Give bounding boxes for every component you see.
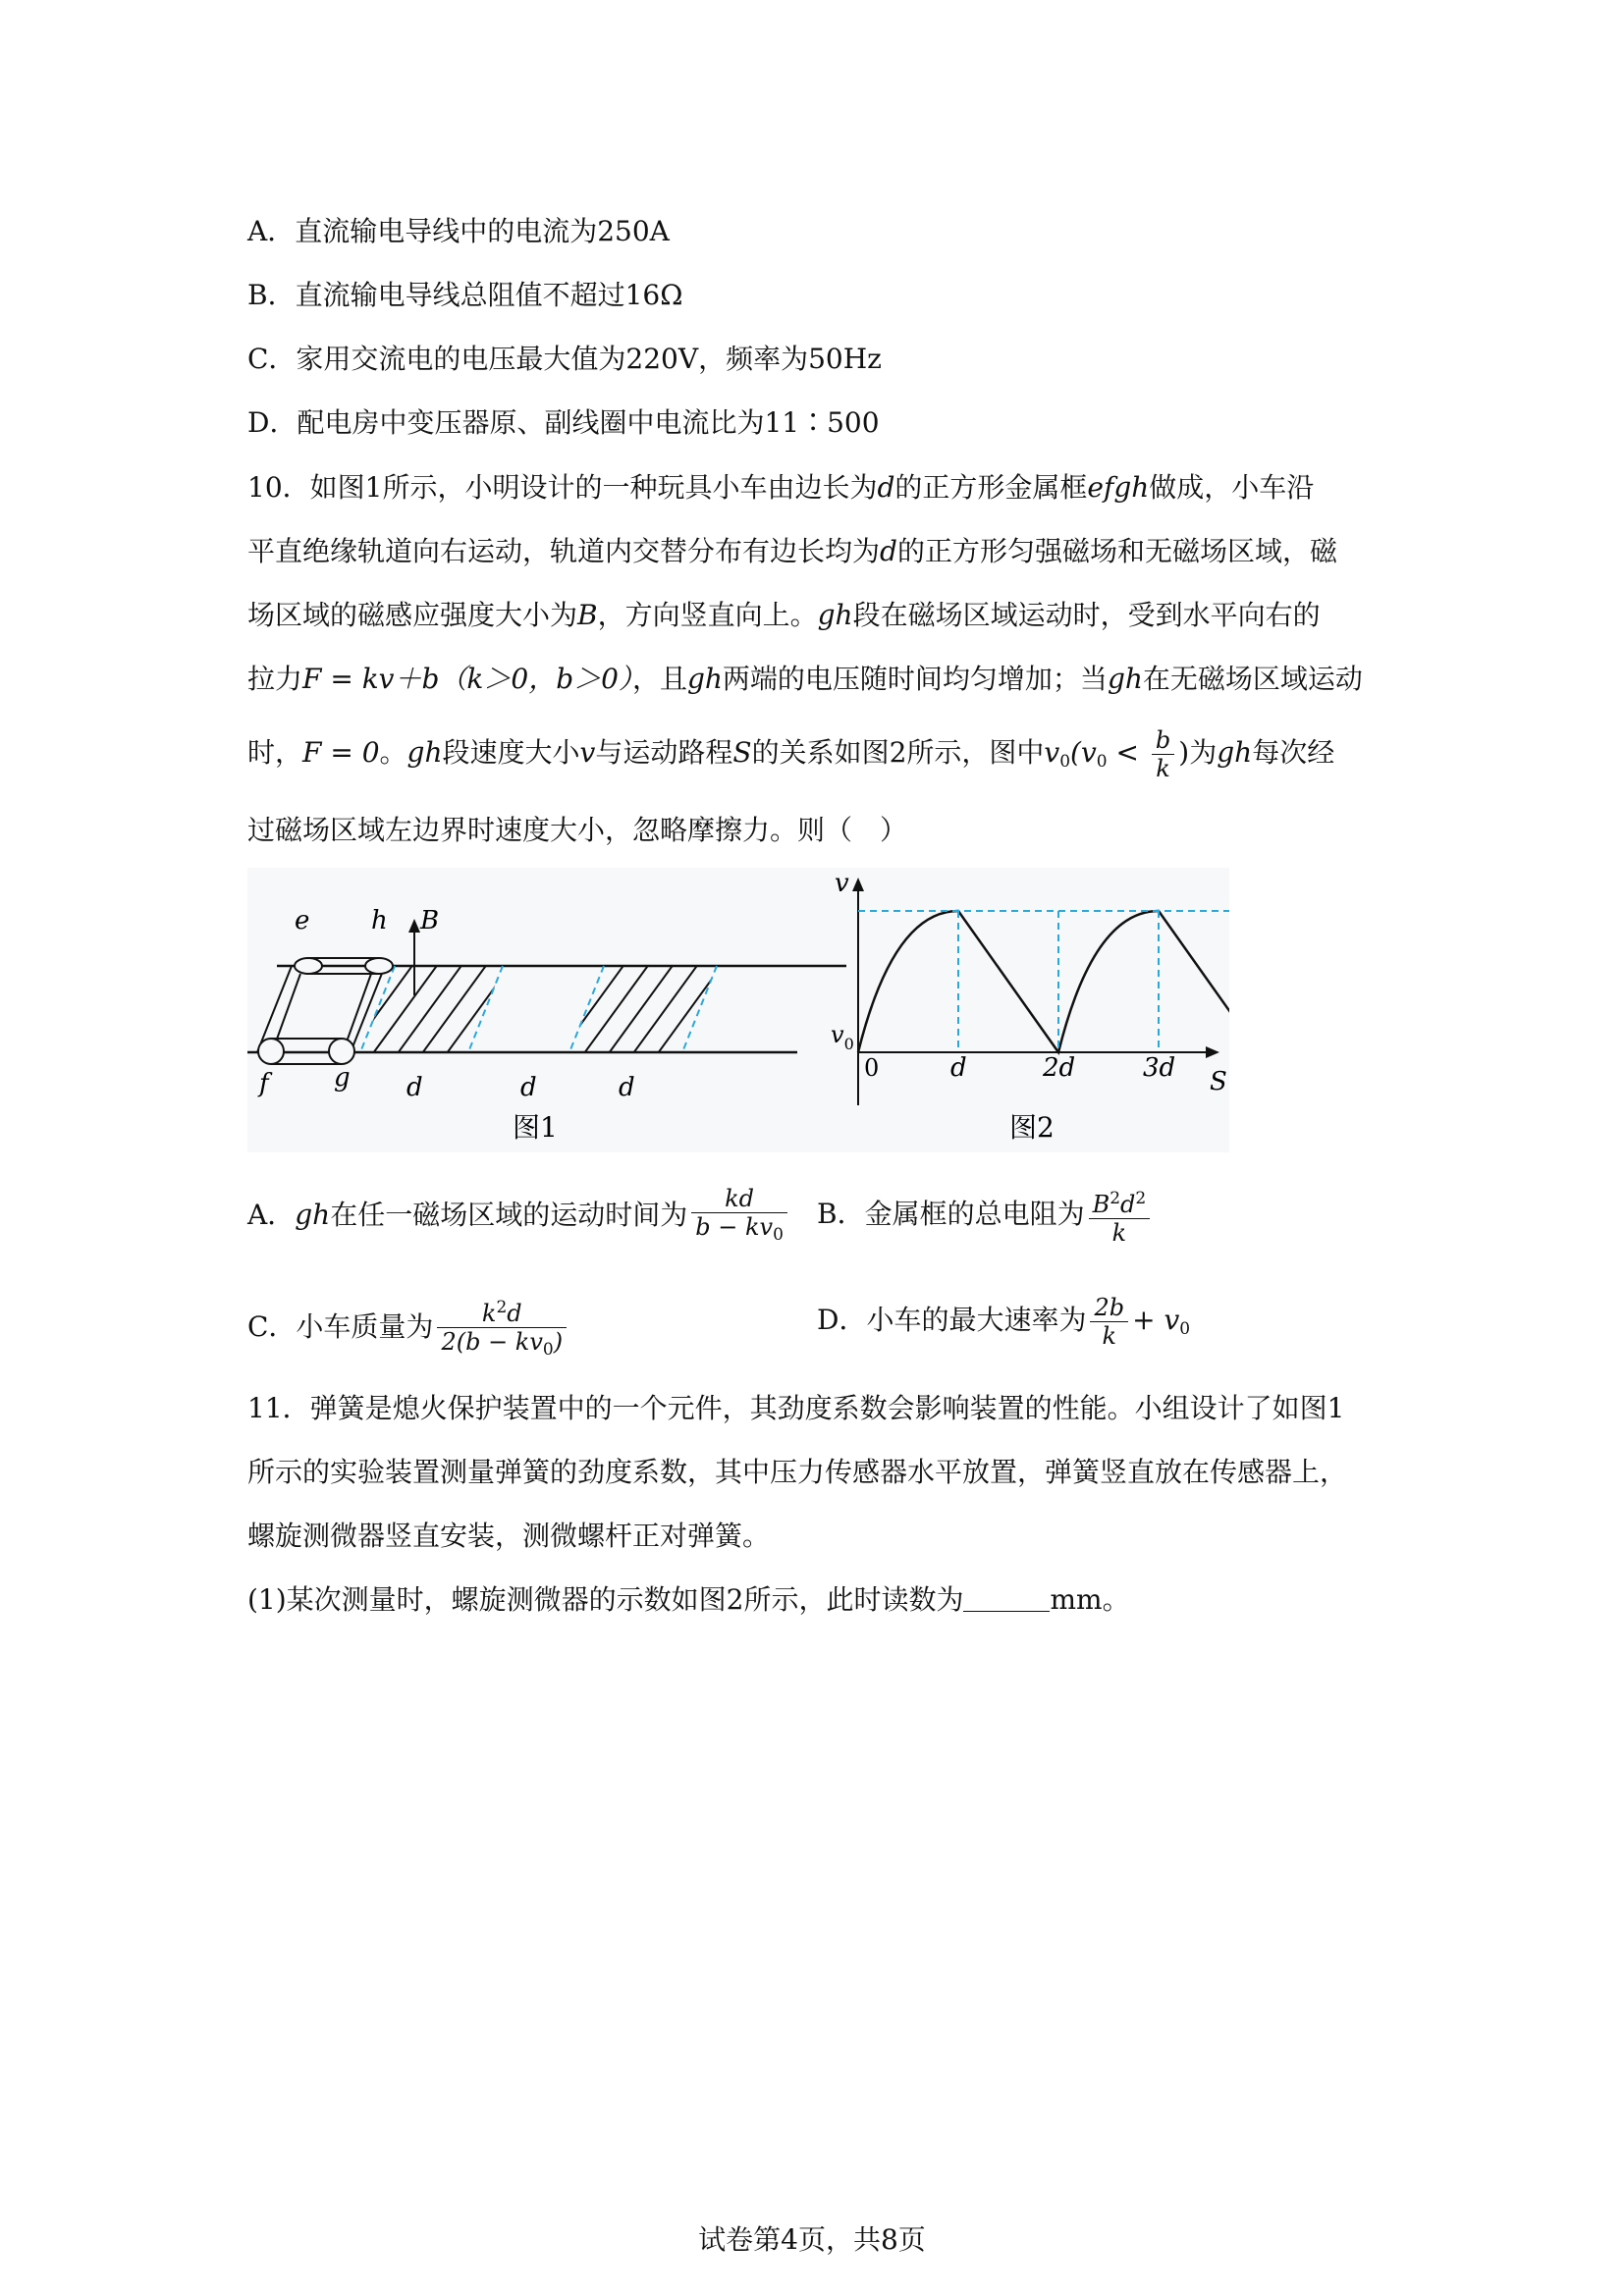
- v-s-chart: [858, 911, 1229, 1083]
- q10-option-c: C．小车质量为 $\frac{k^2d}{2(b - kv_0)}$: [247, 1294, 570, 1363]
- q10-line-6: 过磁场区域左边界时速度大小，忽略摩擦力。则（ ）: [247, 814, 908, 846]
- x-tick-label: 2d: [1043, 1053, 1076, 1083]
- label-f: f: [259, 1069, 269, 1098]
- caption-figure-2: 图2: [1009, 1111, 1055, 1144]
- origin-label: 0: [864, 1054, 880, 1082]
- page-footer: 试卷第4页，共8页: [698, 2223, 926, 2256]
- q10-option-d: D．小车的最大速率为 $\frac{2b}{k}$ + $v_0$: [817, 1294, 1191, 1350]
- label-d-1: d: [406, 1073, 423, 1102]
- caption-figure-1: 图1: [513, 1111, 558, 1144]
- q10-option-a: A．gh在任一磁场区域的运动时间为 $\frac{kd}{b - kv_0}$: [247, 1185, 791, 1249]
- field-arrowhead: [408, 919, 420, 933]
- q10-line-4: 拉力F = kv＋b（k＞0，b＞0），且gh两端的电压随时间均匀增加；当gh在无磁场区域运动: [247, 663, 1363, 695]
- label-d-2: d: [520, 1073, 537, 1102]
- label-e: e: [295, 906, 310, 935]
- v-s-curve: [858, 911, 1229, 1052]
- q11-line-2: 所示的实验装置测量弹簧的劲度系数，其中压力传感器水平放置，弹簧竖直放在传感器上，: [247, 1456, 1348, 1488]
- answer-blank[interactable]: [963, 1585, 1050, 1612]
- q10-option-b: B．金属框的总电阻为 $\frac{B^2d^2}{k}$: [817, 1185, 1154, 1247]
- q10-line-3: 场区域的磁感应强度大小为B，方向竖直向上。gh段在磁场区域运动时，受到水平向右的: [247, 599, 1321, 631]
- q9-option-d: D．配电房中变压器原、副线圈中电流比为11∶500: [247, 406, 880, 439]
- magnetic-region-2: [552, 956, 753, 1064]
- metal-frame-efgh: [257, 958, 393, 1064]
- y-axis-arrowhead: [852, 878, 864, 891]
- q9-option-b: B．直流输电导线总阻值不超过16Ω: [247, 279, 683, 311]
- x-tick-label: d: [950, 1053, 967, 1083]
- q9-option-c: C．家用交流电的电压最大值为220V，频率为50Hz: [247, 343, 882, 375]
- q11-part-1: (1)某次测量时，螺旋测微器的示数如图2所示，此时读数为 mm。: [247, 1583, 1130, 1616]
- figure-area: [247, 868, 1229, 1152]
- q11-line-3: 螺旋测微器竖直安装，测微螺杆正对弹簧。: [247, 1520, 771, 1552]
- label-d-3: d: [619, 1073, 635, 1102]
- q11-line-1: 11．弹簧是熄火保护装置中的一个元件，其劲度系数会影响装置的性能。小组设计了如图1: [247, 1392, 1345, 1424]
- x-axis-arrowhead: [1206, 1046, 1219, 1058]
- y-axis-label: v: [835, 869, 849, 898]
- v0-label: $v_0$: [831, 1021, 854, 1053]
- x-tick-label: 3d: [1143, 1053, 1176, 1083]
- q10-line-2: 平直绝缘轨道向右运动，轨道内交替分布有边长均为d的正方形匀强磁场和无磁场区域，磁: [247, 535, 1337, 567]
- label-h: h: [371, 906, 388, 935]
- q10-line-5: 时，F = 0。gh段速度大小v与运动路程S的关系如图2所示，图中$v_0(v_0$ < $\frac{b}{k}$ )为gh每次经: [247, 726, 1335, 782]
- label-g: g: [334, 1063, 351, 1093]
- q9-option-a: A．直流输电导线中的电流为250A: [247, 215, 670, 247]
- figure-svg: [247, 868, 1229, 1152]
- label-B: B: [420, 906, 440, 935]
- q10-line-1: 10．如图1所示，小明设计的一种玩具小车由边长为d的正方形金属框efgh做成，小车沿: [247, 471, 1315, 504]
- fraction-b-over-k: $\frac{b}{k}$: [1152, 726, 1174, 782]
- x-axis-label: S: [1210, 1067, 1227, 1096]
